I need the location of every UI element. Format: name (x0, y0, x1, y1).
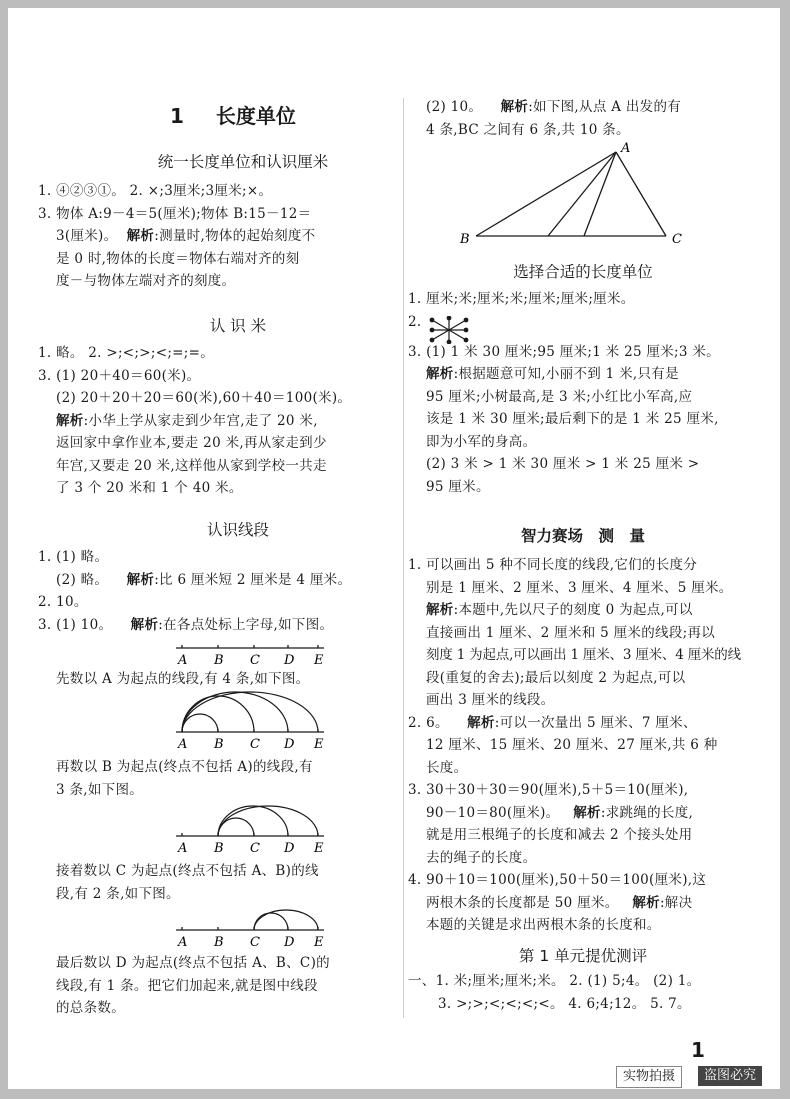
triangle-label-c: C (672, 232, 682, 247)
section-brain-game-body (408, 554, 768, 937)
point-label: B (214, 841, 224, 856)
hint-text: :小华上学从家走到少年宫,走了 20 米, (83, 412, 318, 429)
section-title-unify-units: 统一长度单位和认识厘米 (157, 153, 329, 171)
section-title-choose-units: 选择合适的长度单位 (513, 263, 653, 281)
answer-line: 1. 略。 2. >;<;>;<;=;=。 (38, 345, 215, 361)
answer-line: 一、1. 米;厘米;厘米;米。 2. (1) 5;4。 (2) 1。 (408, 973, 701, 989)
text-from-a: 先数以 A 为起点的线段,有 4 条,如下图。 (56, 671, 310, 687)
segment-diagram-from-c (168, 908, 338, 950)
hint-label: 解析 (56, 412, 84, 429)
point-label: B (214, 737, 224, 752)
point-label: D (284, 935, 295, 950)
hint-text: 即为小军的身高。 (426, 433, 537, 450)
point-label: D (284, 737, 295, 752)
triangle-side-ac (616, 152, 666, 236)
hint-text: :求跳绳的长度, (600, 804, 694, 821)
section-line-segments-body (38, 546, 408, 636)
answer-text: (2) 略。 (56, 571, 109, 588)
text-from-b (56, 756, 406, 801)
hint-label: 解析 (467, 714, 495, 731)
hint-text: 该是 1 米 30 厘米;最后剩下的是 1 米 25 厘米, (426, 411, 719, 427)
hint-label: 解析 (426, 602, 454, 618)
text-line: 最后数以 D 为起点(终点不包括 A、B、C)的 (56, 955, 330, 971)
answer-text: 2. 6。 (408, 714, 449, 731)
hint-text: 去的绳子的长度。 (426, 849, 537, 866)
answer-line: 1. ④②③①。 2. ×;3厘米;3厘米;×。 (38, 183, 273, 199)
point-label: E (314, 841, 324, 856)
triangle-diagram (456, 140, 696, 248)
hint-label: 解析 (130, 616, 159, 633)
hint-label: 解析 (426, 366, 454, 382)
point-label: E (314, 935, 324, 950)
answer-line (38, 614, 408, 637)
answer-text: 90－10＝80(厘米)。 (426, 804, 560, 821)
section-unit-test-body (408, 970, 768, 1015)
segment-arc (218, 806, 318, 836)
answer-line (38, 225, 408, 248)
triangle-inner-line (584, 152, 616, 236)
page-number: 1 (691, 1038, 705, 1062)
text-line: 3 条,如下图。 (56, 781, 144, 798)
hint-text: 直接画出 1 厘米、2 厘米和 5 厘米的线段;再以 (426, 624, 716, 641)
hint-label: 解析 (500, 99, 529, 115)
text-from-d (56, 952, 406, 1020)
hint-text: :本题中,先以尺子的刻度 0 为起点,可以 (453, 602, 693, 618)
hint-text: 就是用三根绳子的长度和减去 2 个接头处用 (426, 827, 693, 843)
hint-text: :解决 (659, 894, 693, 911)
segment-arc (182, 696, 254, 732)
hint-text: 年宫,又要走 20 米,这样他从家到学校一共走 (56, 457, 327, 474)
section-title-brain-game: 智力赛场 测 量 (520, 527, 645, 545)
point-label: A (178, 841, 188, 856)
hint-text: 画出 3 厘米的线段。 (426, 692, 555, 708)
workbook-page (8, 8, 780, 1089)
answer-line: 2. 10。 (38, 594, 88, 610)
answer-text: 3. (1) 10。 (38, 616, 113, 633)
hint-text: :比 6 厘米短 2 厘米是 4 厘米。 (154, 571, 352, 588)
hint-text: 4 条,BC 之间有 6 条,共 10 条。 (426, 121, 630, 138)
hint-text: :根据题意可知,小丽不到 1 米,只有是 (453, 366, 679, 382)
triangle-label-b: B (460, 232, 470, 247)
answer-line: 1. 厘米;米;厘米;米;厘米;厘米;厘米。 (408, 291, 635, 307)
point-label: D (284, 653, 295, 668)
answer-line (38, 569, 408, 592)
point-label: A (178, 653, 188, 668)
hint-text: 是 0 时,物体的长度＝物体右端对齐的刻 (56, 250, 300, 267)
chapter-heading (170, 100, 296, 129)
point-label: D (284, 841, 295, 856)
point-label: C (250, 841, 260, 856)
answer-line: 3. (1) 20＋40＝60(米)。 (38, 367, 201, 384)
triangle-inner-line (548, 152, 616, 236)
segment-arc (254, 913, 288, 930)
hint-text: 长度。 (426, 759, 468, 776)
triangle-side-ab (476, 152, 616, 236)
answer-number: 2. (408, 313, 422, 330)
hint-line (38, 410, 408, 433)
star-lines-diagram (428, 316, 470, 344)
answer-line: 95 厘米。 (426, 478, 490, 495)
answer-text: (2) 10。 (426, 99, 483, 115)
hint-text: :如下图,从点 A 出发的有 (528, 99, 682, 115)
hint-line (408, 599, 768, 622)
answer-line: 3. (1) 1 米 30 厘米;95 厘米;1 米 25 厘米;3 米。 (408, 343, 720, 360)
answer-line: 3. 物体 A:9－4＝5(厘米);物体 B:15－12＝ (38, 205, 312, 222)
point-label: E (314, 653, 324, 668)
hint-text: 本题的关键是求出两根木条的长度和。 (426, 917, 661, 933)
section-title-meter: 认 识 米 (209, 317, 267, 335)
chapter-title: 长度单位 (215, 104, 296, 128)
text-from-c (56, 860, 406, 905)
hint-text: 95 厘米;小树最高,是 3 米;小红比小军高,应 (426, 388, 693, 405)
hint-label: 解析 (573, 804, 601, 821)
answer-line: 别是 1 厘米、2 厘米、3 厘米、4 厘米、5 厘米。 (426, 579, 733, 596)
hint-text: 段(重复的舍去);最后以刻度 2 为起点,可以 (426, 669, 686, 686)
answer-line: 4. 90＋10＝100(厘米),50＋50＝100(厘米),这 (408, 872, 707, 888)
answer-line: 1. 可以画出 5 种不同长度的线段,它们的长度分 (408, 557, 698, 573)
point-label: B (214, 935, 224, 950)
point-label: A (178, 737, 188, 752)
hint-text: 返回家中拿作业本,要走 20 米,再从家走到少 (56, 435, 327, 451)
hint-text: :在各点处标上字母,如下图。 (158, 616, 334, 633)
column-divider (403, 98, 404, 1018)
hint-label: 解析 (632, 894, 660, 911)
hint-text: :可以一次量出 5 厘米、7 厘米、 (494, 714, 697, 731)
triangle-label-a: A (621, 141, 631, 156)
segment-arc (182, 692, 288, 732)
hint-text: 度－与物体左端对齐的刻度。 (56, 273, 236, 289)
answer-line: (2) 20＋20＋20＝60(米),60＋40＝100(米)。 (56, 390, 352, 406)
segment-diagram-from-b (168, 804, 338, 856)
triangle-answer (426, 96, 756, 141)
text-line: 的总条数。 (56, 1000, 125, 1016)
segment-arc (254, 910, 318, 930)
answer-line (408, 892, 768, 915)
point-label: C (250, 737, 260, 752)
point-label: C (250, 653, 260, 668)
hint-text: :测量时,物体的起始刻度不 (154, 228, 316, 244)
hint-label: 解析 (126, 571, 155, 588)
hint-line (408, 363, 768, 386)
segment-diagram-points (168, 640, 338, 668)
point-label: B (214, 653, 224, 668)
segment-arc (182, 692, 318, 732)
hint-text: 12 厘米、15 厘米、20 厘米、27 厘米,共 6 种 (426, 737, 718, 753)
text-line: 线段,有 1 条。把它们加起来,就是图中线段 (56, 977, 318, 994)
text-line: 段,有 2 条,如下图。 (56, 885, 180, 902)
section-meter-body (38, 342, 408, 500)
answer-line: 3. 30＋30＋30＝90(厘米),5＋5＝10(厘米), (408, 782, 689, 798)
section-unify-units-body (38, 180, 408, 293)
hint-text: 刻度 1 为起点,可以画出 1 厘米、3 厘米、4 厘米的线 (426, 647, 741, 663)
answer-line (426, 96, 756, 119)
answer-line: 1. (1) 略。 (38, 549, 109, 565)
answer-line: 3. >;>;<;<;<;<。 4. 6;4;12。 5. 7。 (438, 995, 691, 1012)
hint-label: 解析 (126, 228, 155, 244)
segment-diagram-from-a (168, 690, 338, 752)
point-label: A (178, 935, 188, 950)
answer-text: 3(厘米)。 (56, 228, 118, 244)
point-label: C (250, 935, 260, 950)
section-title-unit-test: 第 1 单元提优测评 (518, 947, 648, 965)
answer-line (408, 802, 768, 825)
hint-text: 了 3 个 20 米和 1 个 40 米。 (56, 480, 243, 496)
watermark-left: 实物拍摄 (616, 1066, 682, 1088)
point-label: E (314, 737, 324, 752)
answer-line (408, 712, 768, 735)
text-line: 再数以 B 为起点(终点不包括 A)的线段,有 (56, 759, 313, 775)
answer-text: 两根木条的长度都是 50 厘米。 (426, 894, 619, 911)
watermark-right: 盗图必究 (698, 1066, 762, 1086)
section-title-line-segments: 认识线段 (206, 521, 269, 539)
text-line: 接着数以 C 为起点(终点不包括 A、B)的线 (56, 863, 319, 879)
chapter-number: 1 (170, 104, 184, 128)
answer-line: (2) 3 米 > 1 米 30 厘米 > 1 米 25 厘米 > (426, 456, 700, 472)
